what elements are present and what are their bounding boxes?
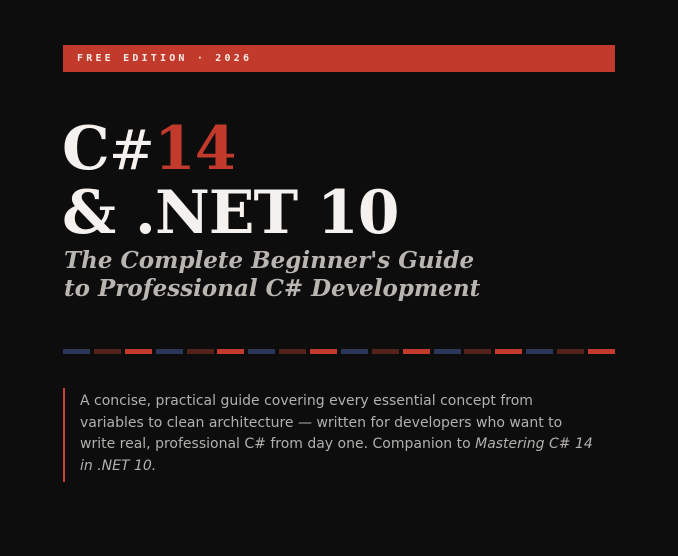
companion-book-title: in .NET 10. xyxy=(80,457,157,474)
description-segment: A concise, practical guide covering every essential concept from xyxy=(80,393,533,409)
divider-dash xyxy=(94,349,121,354)
divider-dash xyxy=(588,349,615,354)
companion-book-title: Mastering C# 14 xyxy=(475,436,593,452)
title-part-C: C xyxy=(62,114,109,184)
subtitle-line-1: The Complete Beginner's Guide xyxy=(64,247,475,274)
divider-dash xyxy=(372,349,399,354)
divider-dash xyxy=(63,349,90,354)
title-part-14: 14 xyxy=(154,114,236,184)
book-title xyxy=(62,114,399,248)
divider-dash xyxy=(464,349,491,354)
edition-banner xyxy=(63,45,615,72)
divider-dash xyxy=(310,349,337,354)
subtitle-line-2: to Professional C# Development xyxy=(64,275,481,302)
divider-dash xyxy=(526,349,553,354)
divider-dash xyxy=(403,349,430,354)
divider-dash xyxy=(156,349,183,354)
description-line xyxy=(80,391,533,413)
description-segment: variables to clean architecture — written for developers who want to xyxy=(80,414,563,431)
divider-dash xyxy=(187,349,214,354)
divider-dash xyxy=(125,349,152,354)
description-segment: write real, professional C# from day one. Companion to xyxy=(80,436,476,452)
divider-dash xyxy=(341,349,368,354)
divider-dash xyxy=(557,349,584,354)
edition-banner-label: FREE EDITION · 2026 xyxy=(77,53,253,64)
description-line xyxy=(80,413,563,435)
divider-dash xyxy=(217,349,244,354)
divider-dash xyxy=(248,349,275,354)
divider-dash xyxy=(279,349,306,354)
title-line-2: & .NET 10 xyxy=(62,178,399,248)
divider-dash xyxy=(495,349,522,354)
description-text xyxy=(80,391,593,477)
book-subtitle xyxy=(64,247,480,303)
decorative-dash-divider xyxy=(63,349,615,354)
description-quote xyxy=(63,388,593,482)
description-line xyxy=(80,434,593,456)
description-line xyxy=(80,456,523,478)
title-part-#: # xyxy=(108,119,155,183)
title-line-1 xyxy=(62,114,399,184)
divider-dash xyxy=(434,349,461,354)
